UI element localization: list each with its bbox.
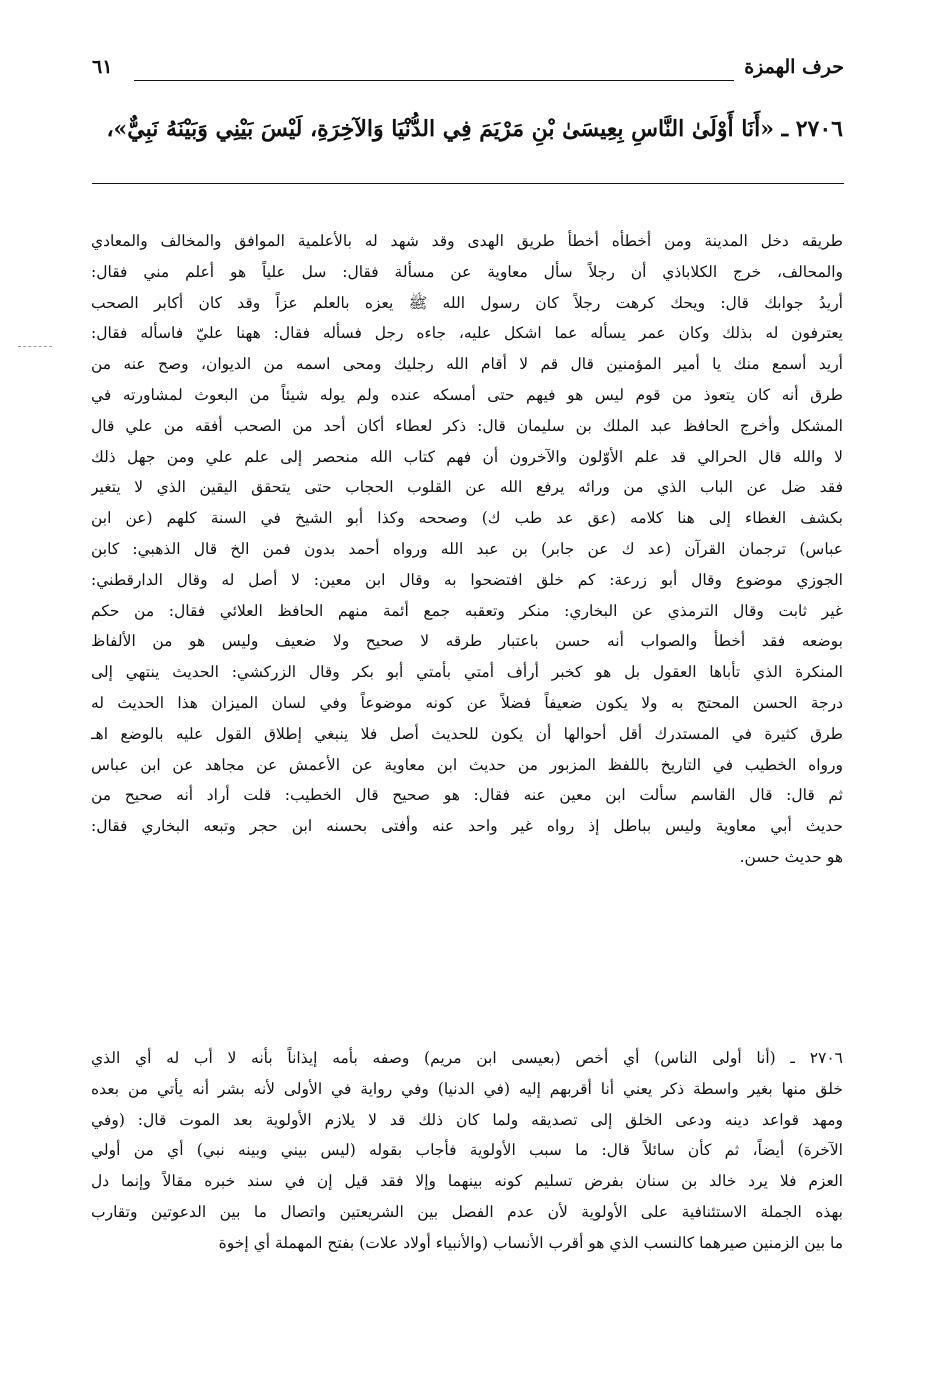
text-line: طرق أنه كان يتعوذ من قوم ليس هو فيهم حتى أمسكه عنده ولم يوله شيئاً من البعوث لمشاورته في — [91, 385, 843, 404]
text-line: طريقه دخل المدينة ومن أخطأه أخطأ طريق الهدى وقد شهد له بالأعلمية الموافق والمخالف والمعادي — [91, 232, 843, 250]
text-line: هو حديث حسن. — [739, 847, 843, 866]
text-line: بهذه الجملة الاستئنافية على الأولوية لأن عدم الفصل بين الشريعتين واتصال ما بين الدعوتين وتقارب — [91, 1202, 843, 1221]
text-line: لا والله قال الحرالي قد علم الأوّلون والآخرون أن فهم كتاب الله منحصر إلى علم علي ومن جهل ذلك — [91, 447, 843, 466]
text-line: المشكل وأخرج الحافظ عبد الملك بن سليمان قال: ذكر لعطاء أكان أحد من الصحب أفقه من علي قال — [91, 416, 843, 435]
text-line: العزم فلا يرد خالد بن سنان بفرض تسليم كونه بينهما وإلا فقد قيل إن في سند خبره مقالاً وإنما دل — [91, 1172, 843, 1191]
commentary-paragraph-2 — [91, 1043, 843, 1259]
text-line: خلق منها بغير واسطة ذكر يعني أنا أقربهم إليه (في الدنيا) وفي رواية في الأولى لأنه بشر أنه يأتي من بعده — [91, 1079, 843, 1098]
header-rule — [134, 80, 734, 81]
text-line: ورواه الخطيب في التاريخ باللفظ المزبور من حديث ابن معاوية عن الأعمش عن مجاهد عن ابن عباس — [91, 755, 843, 774]
text-line: غير ثابت وقال الترمذي عن البخاري: منكر وتعقبه جمع أئمة منهم الحافظ العلائي فقال: من حكم — [91, 601, 843, 620]
text-line: ومهد قواعد دينه ودعى الخلق إلى تصديقه ولما كان ذلك قد لا يلازم الأولوية بعد الموت قال: (وفي — [91, 1110, 843, 1129]
text-line: والمحالف، خرج الكلاباذي أن رجلاً سأل معاوية عن مسألة فقال: سل علياً هو أعلم مني فقال: — [91, 262, 843, 281]
text-line: المنكرة الذي تأباها العقول بل هو كخبر أرأف أمتي بأمتي أبو بكر وقال الزركشي: الحديث ينتهي إلى — [91, 663, 843, 682]
text-line: بكشف الغطاء إلى هنا كلامه (عق عد طب ك) وصححه وكذا أبو الشيخ في السنة كلهم (عن ابن — [91, 509, 843, 528]
text-line: فقد ضل عن الباب الذي من ورائه يرفع الله عن القلوب الحجاب حتى يتحقق اليقين الذي لا يتغير — [91, 478, 843, 497]
text-line: ما بين الزمنين صيرهما كالنسب الذي هو أقرب الأنساب (والأنبياء أولاد علات) بفتح المهملة أي إخوة — [218, 1233, 843, 1252]
text-line: حديث أبي معاوية وليس بباطل إذ رواه غير واحد عنه وأفتى بحسنه ابن حجر وتبعه البخاري فقال: — [91, 817, 843, 836]
page-number: ٦١ — [92, 56, 113, 78]
text-line: الجوزي موضوع وقال أبو زرعة: كم خلق افتضحوا به وقال ابن معين: لا أصل له وقال الدارقطني: — [91, 570, 843, 589]
text-line: عباس) ترجمان القرآن (عد ك عن جابر) بن عبد الله ورواه أحمد بدون فمن الخ قال الذهبي: كابن — [91, 539, 843, 558]
hadith-matn: ٢٧٠٦ ـ «أَنَا أَوْلَىٰ النَّاسِ بِعِيسَىٰ بْنِ مَرْيَمَ فِي الدُّنْيَا وَالآخِرَةِ، لَيْسَ بَيْنِي وَبَيْنَهُ نَبِيٌّ»، — [106, 116, 843, 142]
running-header — [92, 52, 844, 92]
text-line: طرق كثيرة في المستدرك أقل أحوالها أن يكون للحديث أصل فلا ينبغي إطلاق القول عليه بالوضع اهـ — [91, 724, 843, 743]
text-line: أريدُ جوابك قال: ويحك كرهت رجلاً كان رسول الله ﷺ يعزه بالعلم عزاً وقد كان أكابر الصحب — [91, 293, 843, 312]
scan-margin-mark — [18, 346, 52, 347]
text-line: الآخرة) أيضاً، ثم كأن سائلاً قال: ما سبب الأولوية فأجاب بقوله (ليس بيني وبينه نبي) أي من أولي — [91, 1141, 843, 1160]
text-line: بوضعه فقد أخطأ والصواب أنه حسن باعتبار طرقه لا صحيح ولا ضعيف وليس هو من الألفاظ — [91, 632, 843, 651]
text-line: ثم قال: قال القاسم سألت ابن معين عنه فقال: هو صحيح قال الخطيب: قلت أراد أنه صحيح من — [91, 786, 843, 805]
text-line: ٢٧٠٦ ـ (أنا أولى الناس) أي أخص (بعيسى ابن مريم) وصفه بأمه إيذاناً بأنه لا أب له أي الذي — [91, 1049, 843, 1067]
chapter-title: حرف الهمزة — [744, 56, 844, 78]
text-line: يعترفون له بذلك وكان عمر يسأله عما اشكل عليه، جاءه رجل فسأله فقال: ههنا عليّ فاسأله فقال: — [91, 324, 843, 343]
commentary-paragraph-1 — [91, 226, 843, 873]
text-line: درجة الحسن المحتج به ولا يكون ضعيفاً فضلاً عن كونه موضوعاً وفي لسان الميزان هذا الحديث له — [91, 693, 843, 712]
matn-divider — [92, 183, 844, 184]
text-line: أريد أسمع منك يا أمير المؤمنين قال قم لا أقام الله رجليك ومحى اسمه من الديوان، وصح عنه من — [91, 355, 843, 374]
